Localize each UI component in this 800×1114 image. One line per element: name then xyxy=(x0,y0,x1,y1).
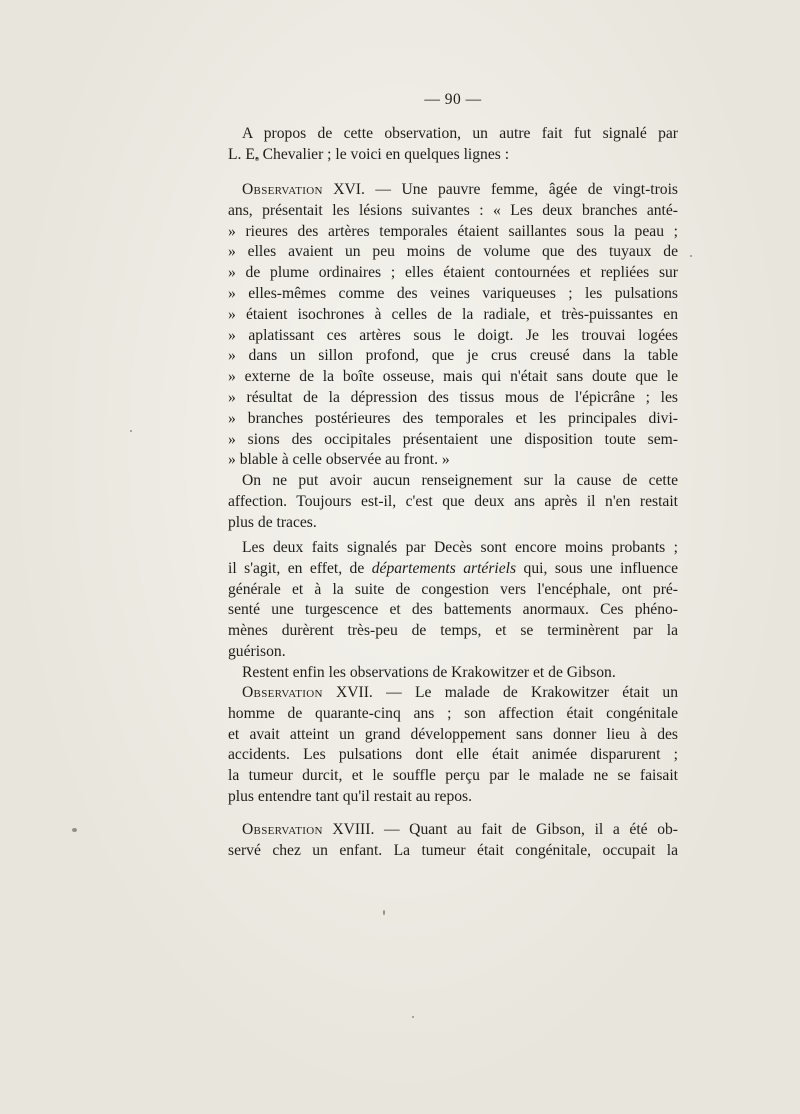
text-line: et avait atteint un grand développement sans donner lieu à des xyxy=(228,725,678,743)
text-line: » elles avaient un peu moins de volume que des tuyaux de xyxy=(228,243,678,261)
observation-heading-line: Observation XVII. — Le malade de Krakowitzer était un xyxy=(242,684,678,701)
text-line: L. E. Chevalier ; le voici en quelques lignes : xyxy=(228,145,510,163)
text-line: » externe de la boîte osseuse, mais qui n'était sans doute que le xyxy=(228,368,678,386)
text-line: la tumeur durcit, et le souffle perçu par le malade ne se faisait xyxy=(228,767,678,785)
text-line: » branches postérieures des temporales et les principales divi- xyxy=(228,409,678,427)
paragraph-observation-17 xyxy=(228,683,678,808)
text-line: » étaient isochrones à celles de la radiale, et très-puissantes en xyxy=(228,305,678,323)
text-line: senté une turgescence et des battements anormaux. Ces phéno- xyxy=(228,601,678,619)
text-line: » rieures des artères temporales étaient saillantes sous la peau ; xyxy=(228,222,678,240)
paragraph-observation-16 xyxy=(228,180,678,534)
text-line: » résultat de la dépression des tissus mous de l'épicrâne ; les xyxy=(228,388,678,406)
paragraph-observation-18 xyxy=(228,820,678,862)
text-line: plus entendre tant qu'il restait au repos. xyxy=(228,787,473,805)
text-line: On ne put avoir aucun renseignement sur la cause de cette xyxy=(242,472,678,490)
text-line: il s'agit, en effet, de départements artériels qui, sous une influence xyxy=(228,559,678,577)
paragraph-intro xyxy=(228,124,678,166)
text-line: » dans un sillon profond, que je crus creusé dans la table xyxy=(228,347,678,365)
observation-heading-line: Observation XVI. — Une pauvre femme, âgée de vingt-trois xyxy=(242,181,678,198)
text-line: servé chez un enfant. La tumeur était congénitale, occupait la xyxy=(228,841,678,859)
text-line: générale et à la suite de congestion vers l'encéphale, ont pré- xyxy=(228,580,678,598)
text-line: Restent enfin les observations de Krakowitzer et de Gibson. xyxy=(242,663,616,681)
text-line: guérison. xyxy=(228,642,286,660)
text-line: plus de traces. xyxy=(228,513,317,531)
text-line: » blable à celle observée au front. » xyxy=(228,451,450,469)
text-line: homme de quarante-cinq ans ; son affection était congénitale xyxy=(228,704,678,722)
paragraph-deces xyxy=(228,538,678,684)
text-line: » elles-mêmes comme des veines variqueuses ; les pulsations xyxy=(228,284,678,302)
text-line: affection. Toujours est-il, c'est que deux ans après il n'en restait xyxy=(228,492,678,510)
text-line: ans, présentait les lésions suivantes : « Les deux branches anté- xyxy=(228,201,678,219)
text-line: Les deux faits signalés par Decès sont encore moins probants ; xyxy=(242,539,678,556)
text-line: » aplatissant ces artères sous le doigt. Je les trouvai logées xyxy=(228,326,678,344)
text-line: » sions des occipitales présentaient une disposition toute sem- xyxy=(228,430,678,448)
text-line: A propos de cette observation, un autre fait fut signalé par xyxy=(242,125,678,142)
text-line: » de plume ordinaires ; elles étaient contournées et repliées sur xyxy=(228,264,678,282)
observation-heading-line: Observation XVIII. — Quant au fait de Gibson, il a été ob- xyxy=(242,821,678,838)
text-line: accidents. Les pulsations dont elle était animée disparurent ; xyxy=(228,746,678,764)
text-line: mènes durèrent très-peu de temps, et se terminèrent par la xyxy=(228,622,678,640)
page-number: — 90 — xyxy=(424,91,482,108)
